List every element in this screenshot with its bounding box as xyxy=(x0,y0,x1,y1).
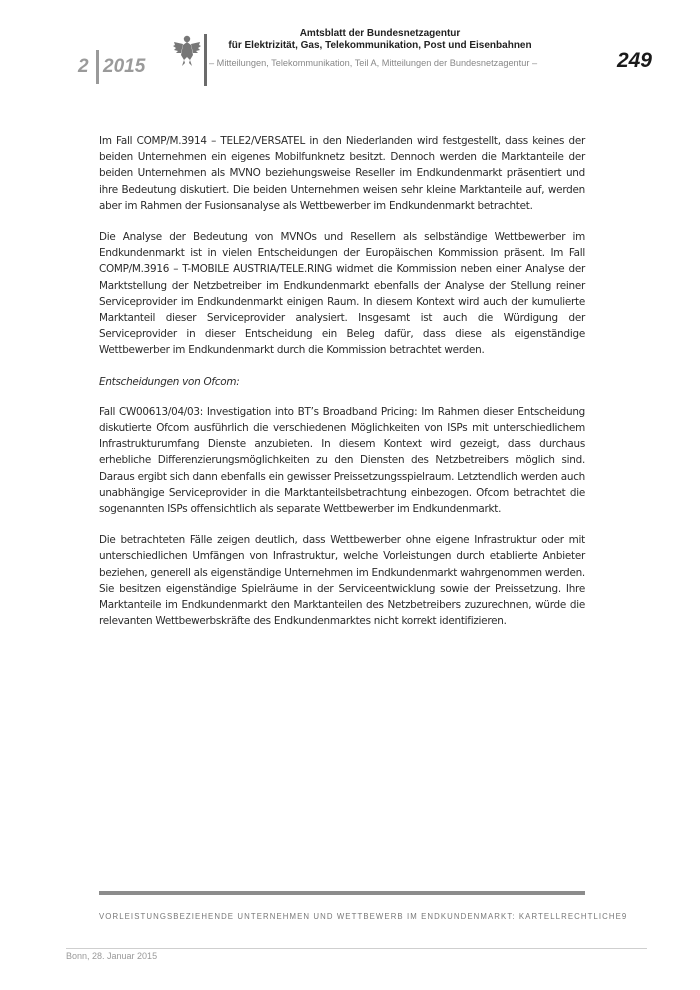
footer-running-title: VORLEISTUNGSBEZIEHENDE UNTERNEHMEN UND WETTBEWERB IM ENDKUNDENMARKT: KARTELLRECHTLICHE xyxy=(99,912,622,921)
paragraph-4: Die betrachteten Fälle zeigen deutlich, dass Wettbewerber ohne eigene Infrastruktur oder mit unterschiedlichen Umfängen von Infrastruktur, welche Vorleistungen durch etablierte Anbieter beziehen, generell als eigenständige Unternehmen im Endkundenmarkt wahrgenommen werden. Sie besitzen eigenständige Spielräume in der Serviceentwicklung sowie der Preissetzung. Ihre Marktanteile im Endkundenmarkt den Marktanteilen des Netzbetreibers zuzurechnen, würde die relevanten Wettbewerbskräfte des Endkundenmarktes nicht korrekt identifizieren. xyxy=(99,534,585,628)
issue-divider xyxy=(96,50,99,84)
issue-date: Bonn, 28. Januar 2015 xyxy=(66,951,158,961)
issue-label xyxy=(78,50,145,84)
footer-rule xyxy=(99,891,585,895)
paragraph-2: Die Analyse der Bedeutung von MVNOs und Resellern als selbständige Wettbewerber im Endkundenmarkt ist in vielen Entscheidungen der Europäischen Kommission präsent. Im Fall COMP/M.3916 – T-MOBILE AUSTRIA/TELE.RING widmet die Kommission neben einer Analyse der Marktstellung der Netzbetreiber im Endkundenmarkt ebenfalls der Analyse der Stellung reiner Serviceprovider im Endkundenmarkt einigen Raum. In diesem Kontext wird auch der kumulierte Marktanteil dieser Serviceprovider analysiert. Insgesamt ist auch die Würdigung der Serviceprovider in dieser Entscheidung ein Beleg dafür, dass diese als eigenständige Wettbewerber im Endkundenmarkt durch die Kommission betrachtet werden. xyxy=(99,231,585,357)
section-heading: Entscheidungen von Ofcom: xyxy=(99,375,240,388)
paragraph-1: Im Fall COMP/M.3914 – TELE2/VERSATEL in den Niederlanden wird festgestellt, dass keines der beiden Unternehmen ein eigenes Mobilfunknetz besitzt. Dennoch werden die Marktanteile der beiden Unternehmen als MVNO beziehungsweise Reseller im Endkundenmarkt präsentiert und ihre Bedeutung diskutiert. Die beiden Unternehmen weisen sehr kleine Marktanteile auf, werden aber im Rahmen der Fusionsanalyse als Wettbewerber im Endkundenmarkt betrachtet. xyxy=(99,135,585,212)
page-number: 249 xyxy=(616,49,652,72)
header-divider xyxy=(204,34,207,86)
publication-subtitle: – Mitteilungen, Telekommunikation, Teil A, Mitteilungen der Bundesnetzagentur – xyxy=(209,58,538,68)
federal-eagle-icon xyxy=(172,33,202,67)
issue-year: 2015 xyxy=(103,56,146,77)
bottom-rule xyxy=(66,948,647,949)
footer-inner-page: 9 xyxy=(621,912,628,921)
publication-title xyxy=(212,28,548,52)
paragraph-3: Fall CW00613/04/03: Investigation into BT’s Broadband Pricing: Im Rahmen dieser Entscheidung diskutierte Ofcom ausführlich die verschiedenen Möglichkeiten von ISPs mit unterschiedlichem Infrastrukturumfang Dienste anzubieten. In diesem Kontext wird gezeigt, dass durchaus erhebliche Differenzierungsmöglichkeiten zu den Diensten des Netzbetreibers möglich sind. Daraus ergibt sich dann ebenfalls ein gewisser Preissetzungsspielraum. Letztendlich werden auch unabhängige Serviceprovider in die Marktanteilsbetrachtung einbezogen. Ofcom betrachtet die sogenannten ISPs offensichtlich als separate Wettbewerber im Endkundenmarkt. xyxy=(99,405,585,516)
footer-running-line xyxy=(99,912,628,921)
publication-title-line1: Amtsblatt der Bundesnetzagentur xyxy=(299,28,461,39)
issue-number: 2 xyxy=(78,56,89,77)
publication-title-line2: für Elektrizität, Gas, Telekommunikation, Post und Eisenbahnen xyxy=(228,40,532,51)
document-body xyxy=(99,133,585,644)
